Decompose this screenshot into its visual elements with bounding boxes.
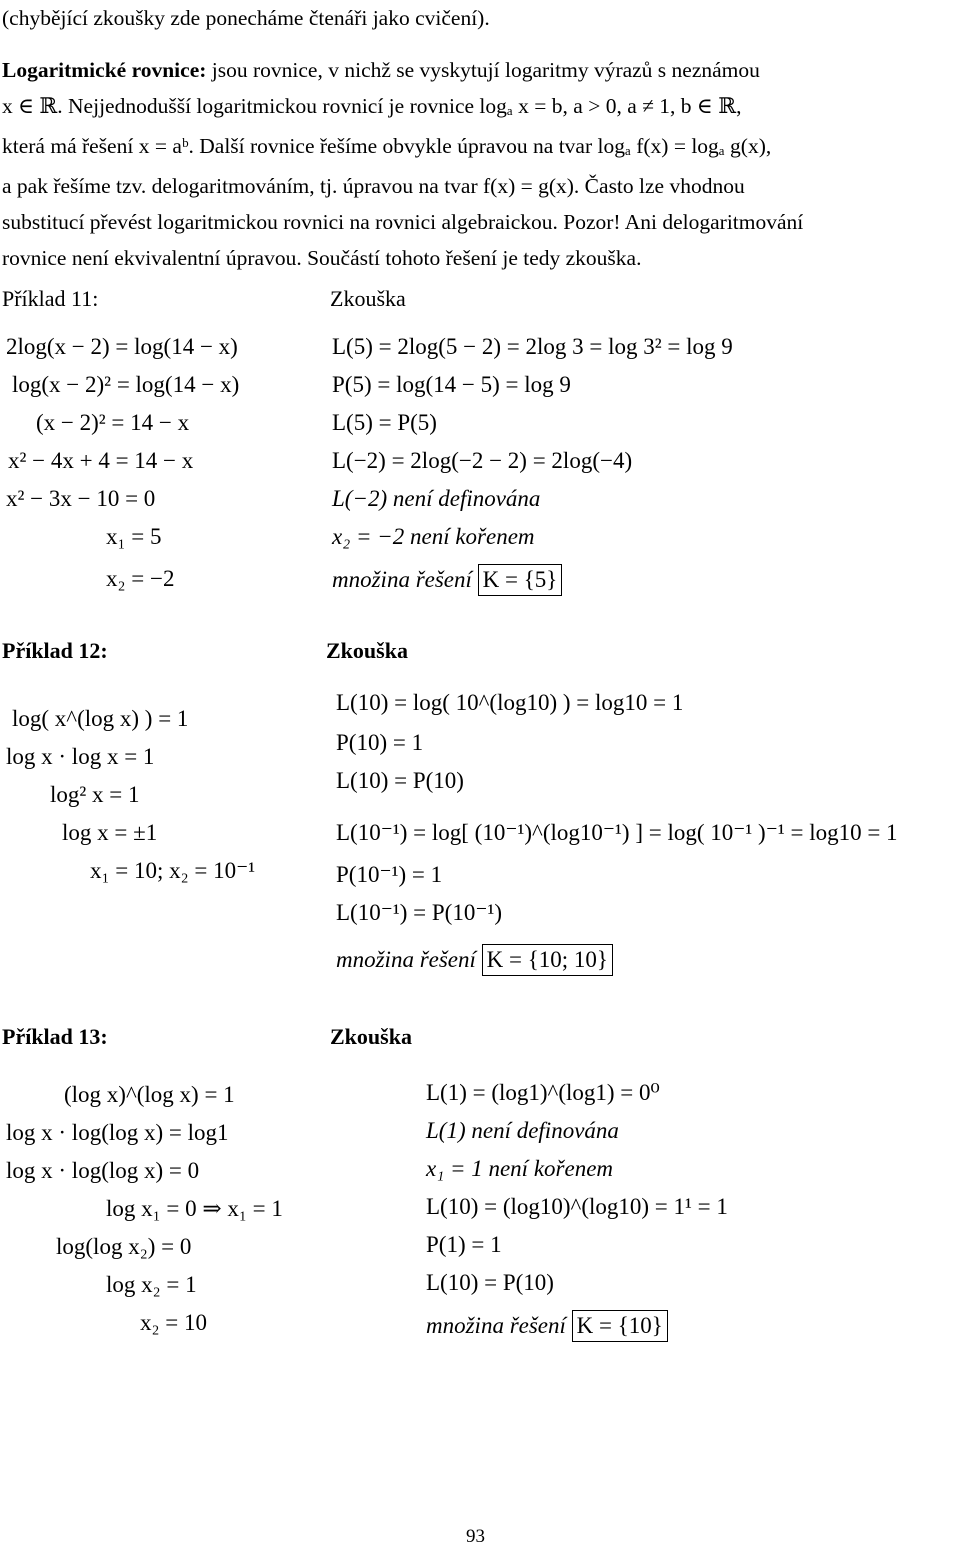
example-13-title: Příklad 13: [2,1024,108,1049]
definition-line-2: x ∈ ℝ. Nejjednodušší logaritmickou rovnicí je rovnice logₐ x = b, a > 0, a ≠ 1, b ∈ ℝ, [2,94,742,118]
intro-line-0: (chybějící zkoušky zde ponecháme čtenáři jako cvičení). [2,6,490,30]
ex11-check-2: L(5) = P(5) [332,410,437,435]
ex13-check-5: L(10) = P(10) [426,1270,554,1295]
ex13-check-2: x₁ = 1 není kořenem [426,1156,614,1181]
ex11-result [332,564,562,596]
ex13-solution-1: log x · log(log x) = log1 [6,1120,229,1145]
ex13-result-label: množina řešení [426,1313,566,1338]
ex12-solution-2: log² x = 1 [50,782,140,807]
ex12-result-label: množina řešení [336,947,476,972]
ex13-solution-5: log x₂ = 1 [106,1272,197,1297]
ex11-result-box: K = {5} [478,564,563,596]
ex13-solution-0: (log x)^(log x) = 1 [64,1082,235,1107]
ex12-solution-1: log x · log x = 1 [6,744,155,769]
ex11-solution-6: x₂ = −2 [106,566,175,591]
ex11-solution-0: 2log(x − 2) = log(14 − x) [6,334,238,359]
ex12-check-4: P(10⁻¹) = 1 [336,862,443,887]
definition-line-4: a pak řešíme tzv. delogaritmováním, tj. úpravou na tvar f(x) = g(x). Často lze vhodnou [2,174,745,198]
ex11-solution-5: x₁ = 5 [106,524,162,549]
definition-line-6: rovnice není ekvivalentní úpravou. Součástí tohoto řešení je tedy zkouška. [2,246,642,270]
ex13-result-box: K = {10} [572,1310,668,1342]
ex11-check-4: L(−2) není definována [332,486,541,511]
ex12-result [336,944,613,976]
example-11-title: Příklad 11: [2,286,99,311]
ex13-solution-3: log x₁ = 0 ⇒ x₁ = 1 [106,1196,283,1221]
definition-line-5: substitucí převést logaritmickou rovnici na rovnici algebraickou. Pozor! Ani delogaritmování [2,210,804,234]
definition-line-1 [2,52,958,88]
example-12-title: Příklad 12: [2,638,108,663]
definition-line-1-rest: jsou rovnice, v nichž se vyskytují logaritmy výrazů s neznámou [206,58,760,82]
example-12-check-title: Zkouška [326,638,408,663]
ex11-check-0: L(5) = 2log(5 − 2) = 2log 3 = log 3² = log 9 [332,334,733,359]
ex12-result-box: K = {10; 10} [482,944,613,976]
ex13-check-1: L(1) není definována [426,1118,619,1143]
ex12-check-0: L(10) = log( 10^(log10) ) = log10 = 1 [336,690,684,715]
ex12-solution-4: x₁ = 10; x₂ = 10⁻¹ [90,858,256,883]
definition-line-3: která má řešení x = aᵇ. Další rovnice řešíme obvykle úpravou na tvar logₐ f(x) = logₐ g(x), [2,134,772,158]
ex12-solution-3: log x = ±1 [62,820,158,845]
ex13-solution-4: log(log x₂) = 0 [56,1234,192,1259]
page-number: 93 [466,1526,485,1547]
example-13-check-title: Zkouška [330,1024,412,1049]
ex11-solution-2: (x − 2)² = 14 − x [36,410,190,435]
ex13-check-3: L(10) = (log10)^(log10) = 1¹ = 1 [426,1194,728,1219]
ex12-solution-0: log( x^(log x) ) = 1 [12,706,189,731]
ex11-check-5: x₂ = −2 není kořenem [332,524,535,549]
ex12-check-5: L(10⁻¹) = P(10⁻¹) [336,900,503,925]
ex11-check-1: P(5) = log(14 − 5) = log 9 [332,372,571,397]
ex11-check-3: L(−2) = 2log(−2 − 2) = 2log(−4) [332,448,633,473]
ex11-solution-1: log(x − 2)² = log(14 − x) [12,372,240,397]
ex13-solution-6: x₂ = 10 [140,1310,207,1335]
ex12-check-1: P(10) = 1 [336,730,424,755]
definition-paragraph [2,52,958,276]
example-11-check-title: Zkouška [330,286,406,311]
ex13-result [426,1310,668,1342]
ex11-result-label: množina řešení [332,567,472,592]
ex12-check-3: L(10⁻¹) = log[ (10⁻¹)^(log10⁻¹) ] = log( 10⁻¹ )⁻¹ = log10 = 1 [336,820,898,845]
ex13-check-0: L(1) = (log1)^(log1) = 0⁰ [426,1080,660,1105]
ex11-solution-3: x² − 4x + 4 = 14 − x [8,448,194,473]
definition-term: Logaritmické rovnice: [2,58,207,82]
ex13-solution-2: log x · log(log x) = 0 [6,1158,200,1183]
ex12-check-2: L(10) = P(10) [336,768,464,793]
ex11-solution-4: x² − 3x − 10 = 0 [6,486,156,511]
intro-paragraph [2,0,958,36]
ex13-check-4: P(1) = 1 [426,1232,502,1257]
